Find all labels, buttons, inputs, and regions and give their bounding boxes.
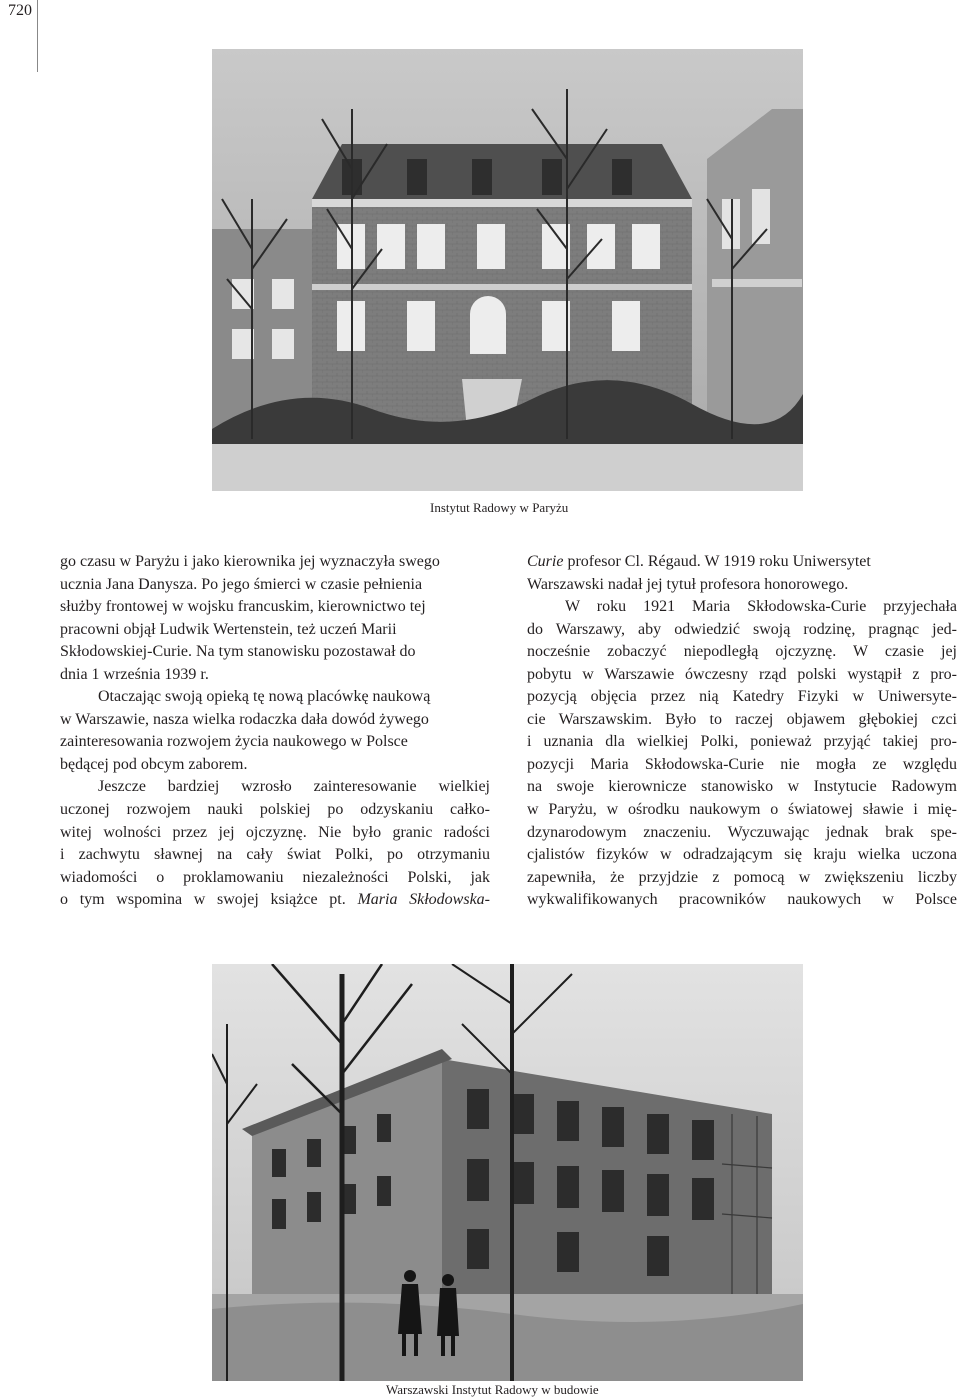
photo-construction-illustration xyxy=(212,964,803,1381)
book-title: Maria Skłodowska- xyxy=(357,891,491,909)
text-column-right xyxy=(527,551,957,912)
paragraph: Curie profesor Cl. Régaud. W 1919 roku Uniwersytet Warszawski nadał jej tytuł profesora honorowego. xyxy=(527,553,871,593)
page-number: 720 xyxy=(8,2,32,19)
paragraph: Jeszcze bardziej wzrosło zainteresowanie wielkiej uczonej rozwojem nauki polskiej po odzyskaniu całko- witej wolności przez jej ojczyznę. Nie było granic radości i zachwytu sławnej na cały świat Polki, po otrzymaniu wiadomości o proklamowaniu niezależności Polski, jak o tym wspomina w swojej książce pt. Maria Skłodowska- xyxy=(60,778,491,909)
paragraph: W roku 1921 Maria Skłodowska-Curie przyjechała do Warszawy, aby odwiedzić swoją rodzinę, pragnąc jed- nocześnie zobaczyć niepodległą ojczyznę. W czasie jej pobytu w Warszawie ówczesny rząd polski wystąpił z pro- pozycją objęcia przez nią Katedry Fizyki w Uniwersyte- cie Warszawskim. Było to raczej objawem głębokiej czci i uznania dla wielkiej Polki, ponieważ przyjąć takiej pro- pozycji Maria Skłodowska-Curie nie mogła ze względu na swoje kierownicze stanowisko w Instytucie Radowym w Paryżu, w ośrodku naukowym o światowej sławie i mię- dzynarodowym znaczeniu. Wyczuwając jednak brak spe- cjalistów fizyków w odradzającym się kraju wielka uczona zapewniła, że przyjdzie z pomocą w zwiększeniu liczby wykwalifikowanych pracowników naukowych w Polsce xyxy=(527,598,957,909)
photo-radium-institute-paris xyxy=(212,49,803,491)
book-title-continued: Curie xyxy=(527,553,564,570)
paragraph: Otaczając swoją opieką tę nową placówkę naukową w Warszawie, nasza wielka rodaczka dała dowód żywego zainteresowania rozwojem życia naukowego w Polsce będącej pod obcym zaborem. xyxy=(60,688,431,773)
photo-caption-bottom: Warszawski Instytut Radowy w budowie xyxy=(386,1382,599,1397)
photo-caption-top: Instytut Radowy w Paryżu xyxy=(430,500,569,515)
photo-warsaw-institute-construction xyxy=(212,964,803,1381)
photo-building-illustration xyxy=(212,49,803,491)
text-column-left xyxy=(60,551,490,912)
margin-rule xyxy=(37,0,38,72)
paragraph: go czasu w Paryżu i jako kierownika jej wyznaczyła swego ucznia Jana Danysza. Po jego śmierci w czasie pełnienia służby frontowej w wojsku francuskim, kierownictwo tej pracowni objął Ludwik Wertenstein, też uczeń Marii Skłodowskiej-Curie. Na tym stanowisku pozostawał do dnia 1 września 1939 r. xyxy=(60,553,440,683)
